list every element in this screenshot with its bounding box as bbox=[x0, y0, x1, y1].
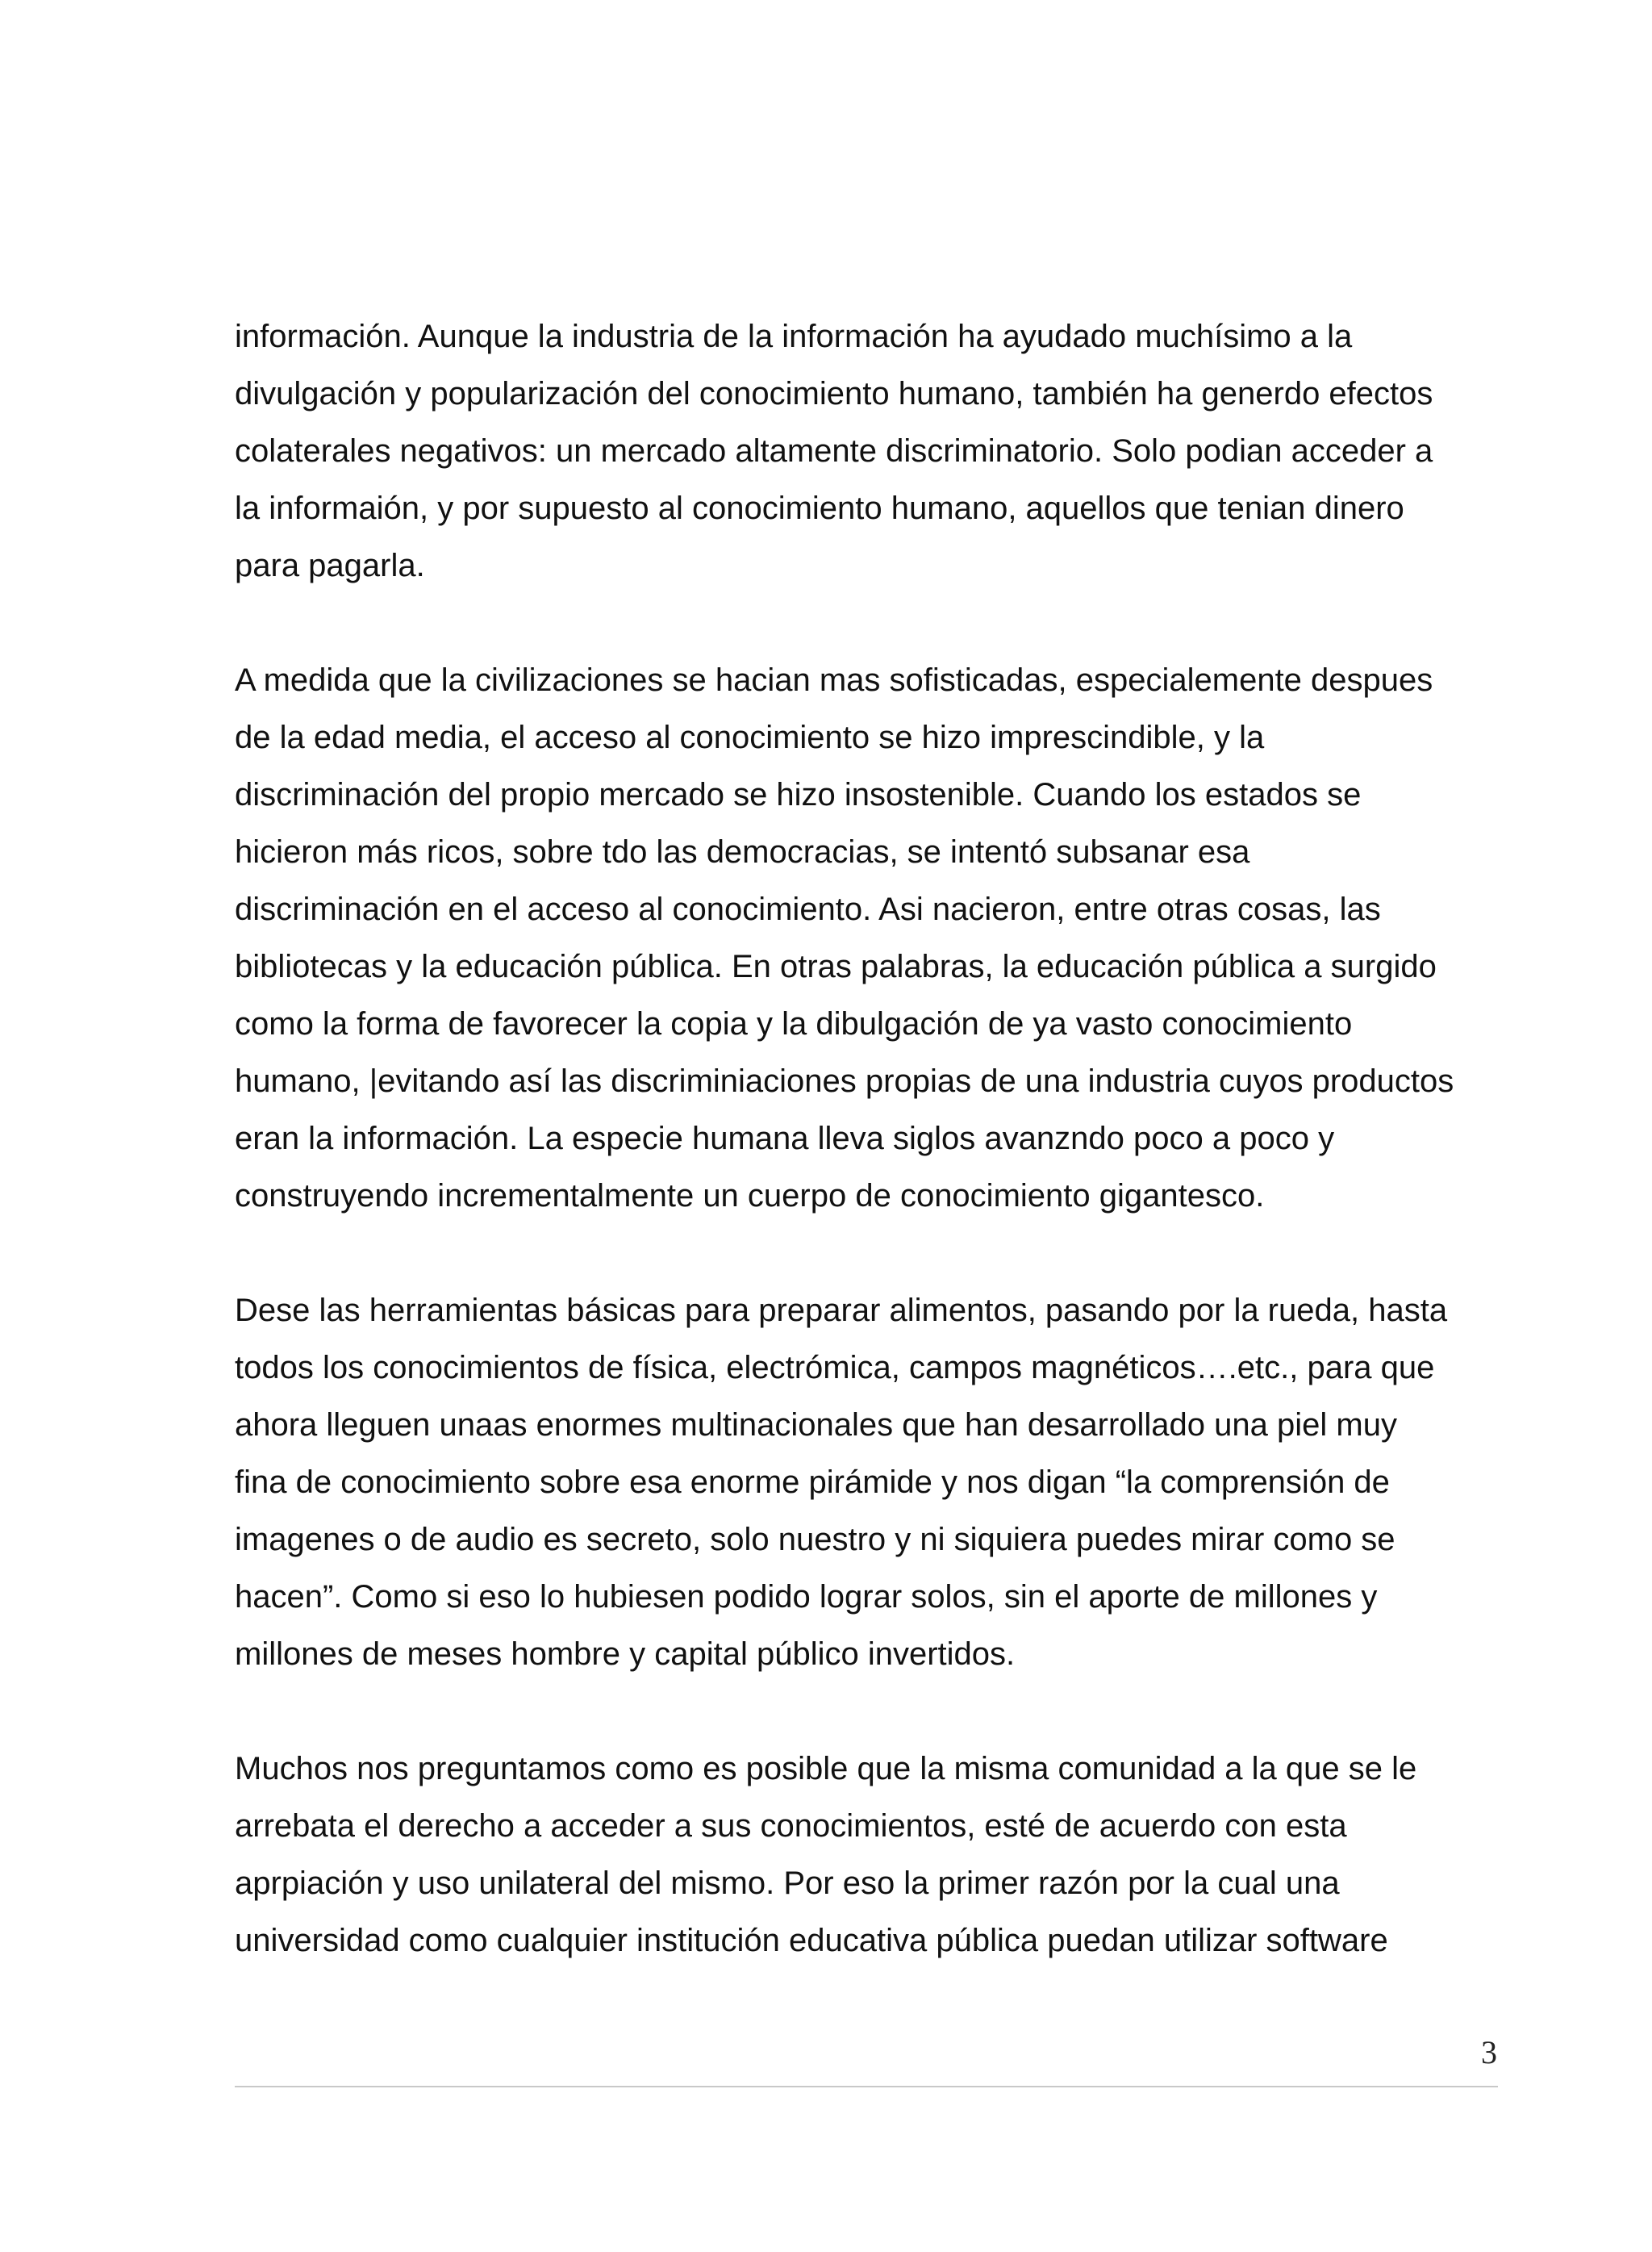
text-line: para pagarla. bbox=[235, 548, 425, 583]
text-line: millones de meses hombre y capital público invertidos. bbox=[235, 1636, 1016, 1672]
footer-divider bbox=[235, 2086, 1498, 2087]
paragraph-spacer bbox=[235, 595, 1509, 652]
text-line: aprpiación y uso unilateral del mismo. Por eso la primer razón por la cual una bbox=[235, 1866, 1340, 1901]
text-line: bibliotecas y la educación pública. En otras palabras, la educación pública a surgido bbox=[235, 949, 1437, 984]
text-line: hicieron más ricos, sobre tdo las democracias, se intentó subsanar esa bbox=[235, 834, 1250, 870]
paragraph-4 bbox=[235, 1740, 1509, 1970]
paragraph-spacer bbox=[235, 1225, 1509, 1282]
text-line: A medida que la civilizaciones se hacian mas sofisticadas, especialemente despues bbox=[235, 662, 1433, 698]
text-line: todos los conocimientos de física, electrómica, campos magnéticos….etc., para que bbox=[235, 1350, 1435, 1385]
text-line: discriminación del propio mercado se hizo insostenible. Cuando los estados se bbox=[235, 777, 1362, 813]
text-line: información. Aunque la industria de la información ha ayudado muchísimo a la bbox=[235, 319, 1353, 354]
text-line: Muchos nos preguntamos como es posible que la misma comunidad a la que se le bbox=[235, 1751, 1417, 1786]
text-line: discriminación en el acceso al conocimiento. Asi nacieron, entre otras cosas, las bbox=[235, 892, 1381, 927]
paragraph-2 bbox=[235, 652, 1509, 1225]
text-line: hacen”. Como si eso lo hubiesen podido lograr solos, sin el aporte de millones y bbox=[235, 1579, 1378, 1615]
document-body bbox=[235, 308, 1509, 1970]
paragraph-spacer bbox=[235, 1683, 1509, 1740]
text-line: Dese las herramientas básicas para preparar alimentos, pasando por la rueda, hasta bbox=[235, 1293, 1448, 1328]
text-line: eran la información. La especie humana lleva siglos avanzndo poco a poco y bbox=[235, 1121, 1335, 1156]
text-line: la informaión, y por supuesto al conocimiento humano, aquellos que tenian dinero bbox=[235, 491, 1404, 526]
text-line: fina de conocimiento sobre esa enorme pirámide y nos digan “la comprensión de bbox=[235, 1464, 1390, 1500]
text-line: universidad como cualquier institución educativa pública puedan utilizar software bbox=[235, 1923, 1388, 1958]
text-line: construyendo incrementalmente un cuerpo de conocimiento gigantesco. bbox=[235, 1178, 1265, 1214]
text-line: imagenes o de audio es secreto, solo nuestro y ni siquiera puedes mirar como se bbox=[235, 1522, 1395, 1557]
text-line: ahora lleguen unaas enormes multinacionales que han desarrollado una piel muy bbox=[235, 1407, 1397, 1443]
paragraph-3 bbox=[235, 1282, 1509, 1683]
text-line: colaterales negativos: un mercado altamente discriminatorio. Solo podian acceder a bbox=[235, 433, 1433, 469]
paragraph-1 bbox=[235, 308, 1509, 595]
text-line: como la forma de favorecer la copia y la dibulgación de ya vasto conocimiento bbox=[235, 1006, 1353, 1042]
text-line: de la edad media, el acceso al conocimiento se hizo imprescindible, y la bbox=[235, 720, 1265, 755]
text-line: humano, |evitando así las discriminiaciones propias de una industria cuyos productos bbox=[235, 1063, 1454, 1099]
text-line: arrebata el derecho a acceder a sus conocimientos, esté de acuerdo con esta bbox=[235, 1808, 1347, 1844]
page-number: 3 bbox=[1481, 2034, 1497, 2070]
text-line: divulgación y popularización del conocimiento humano, también ha generdo efectos bbox=[235, 376, 1433, 412]
